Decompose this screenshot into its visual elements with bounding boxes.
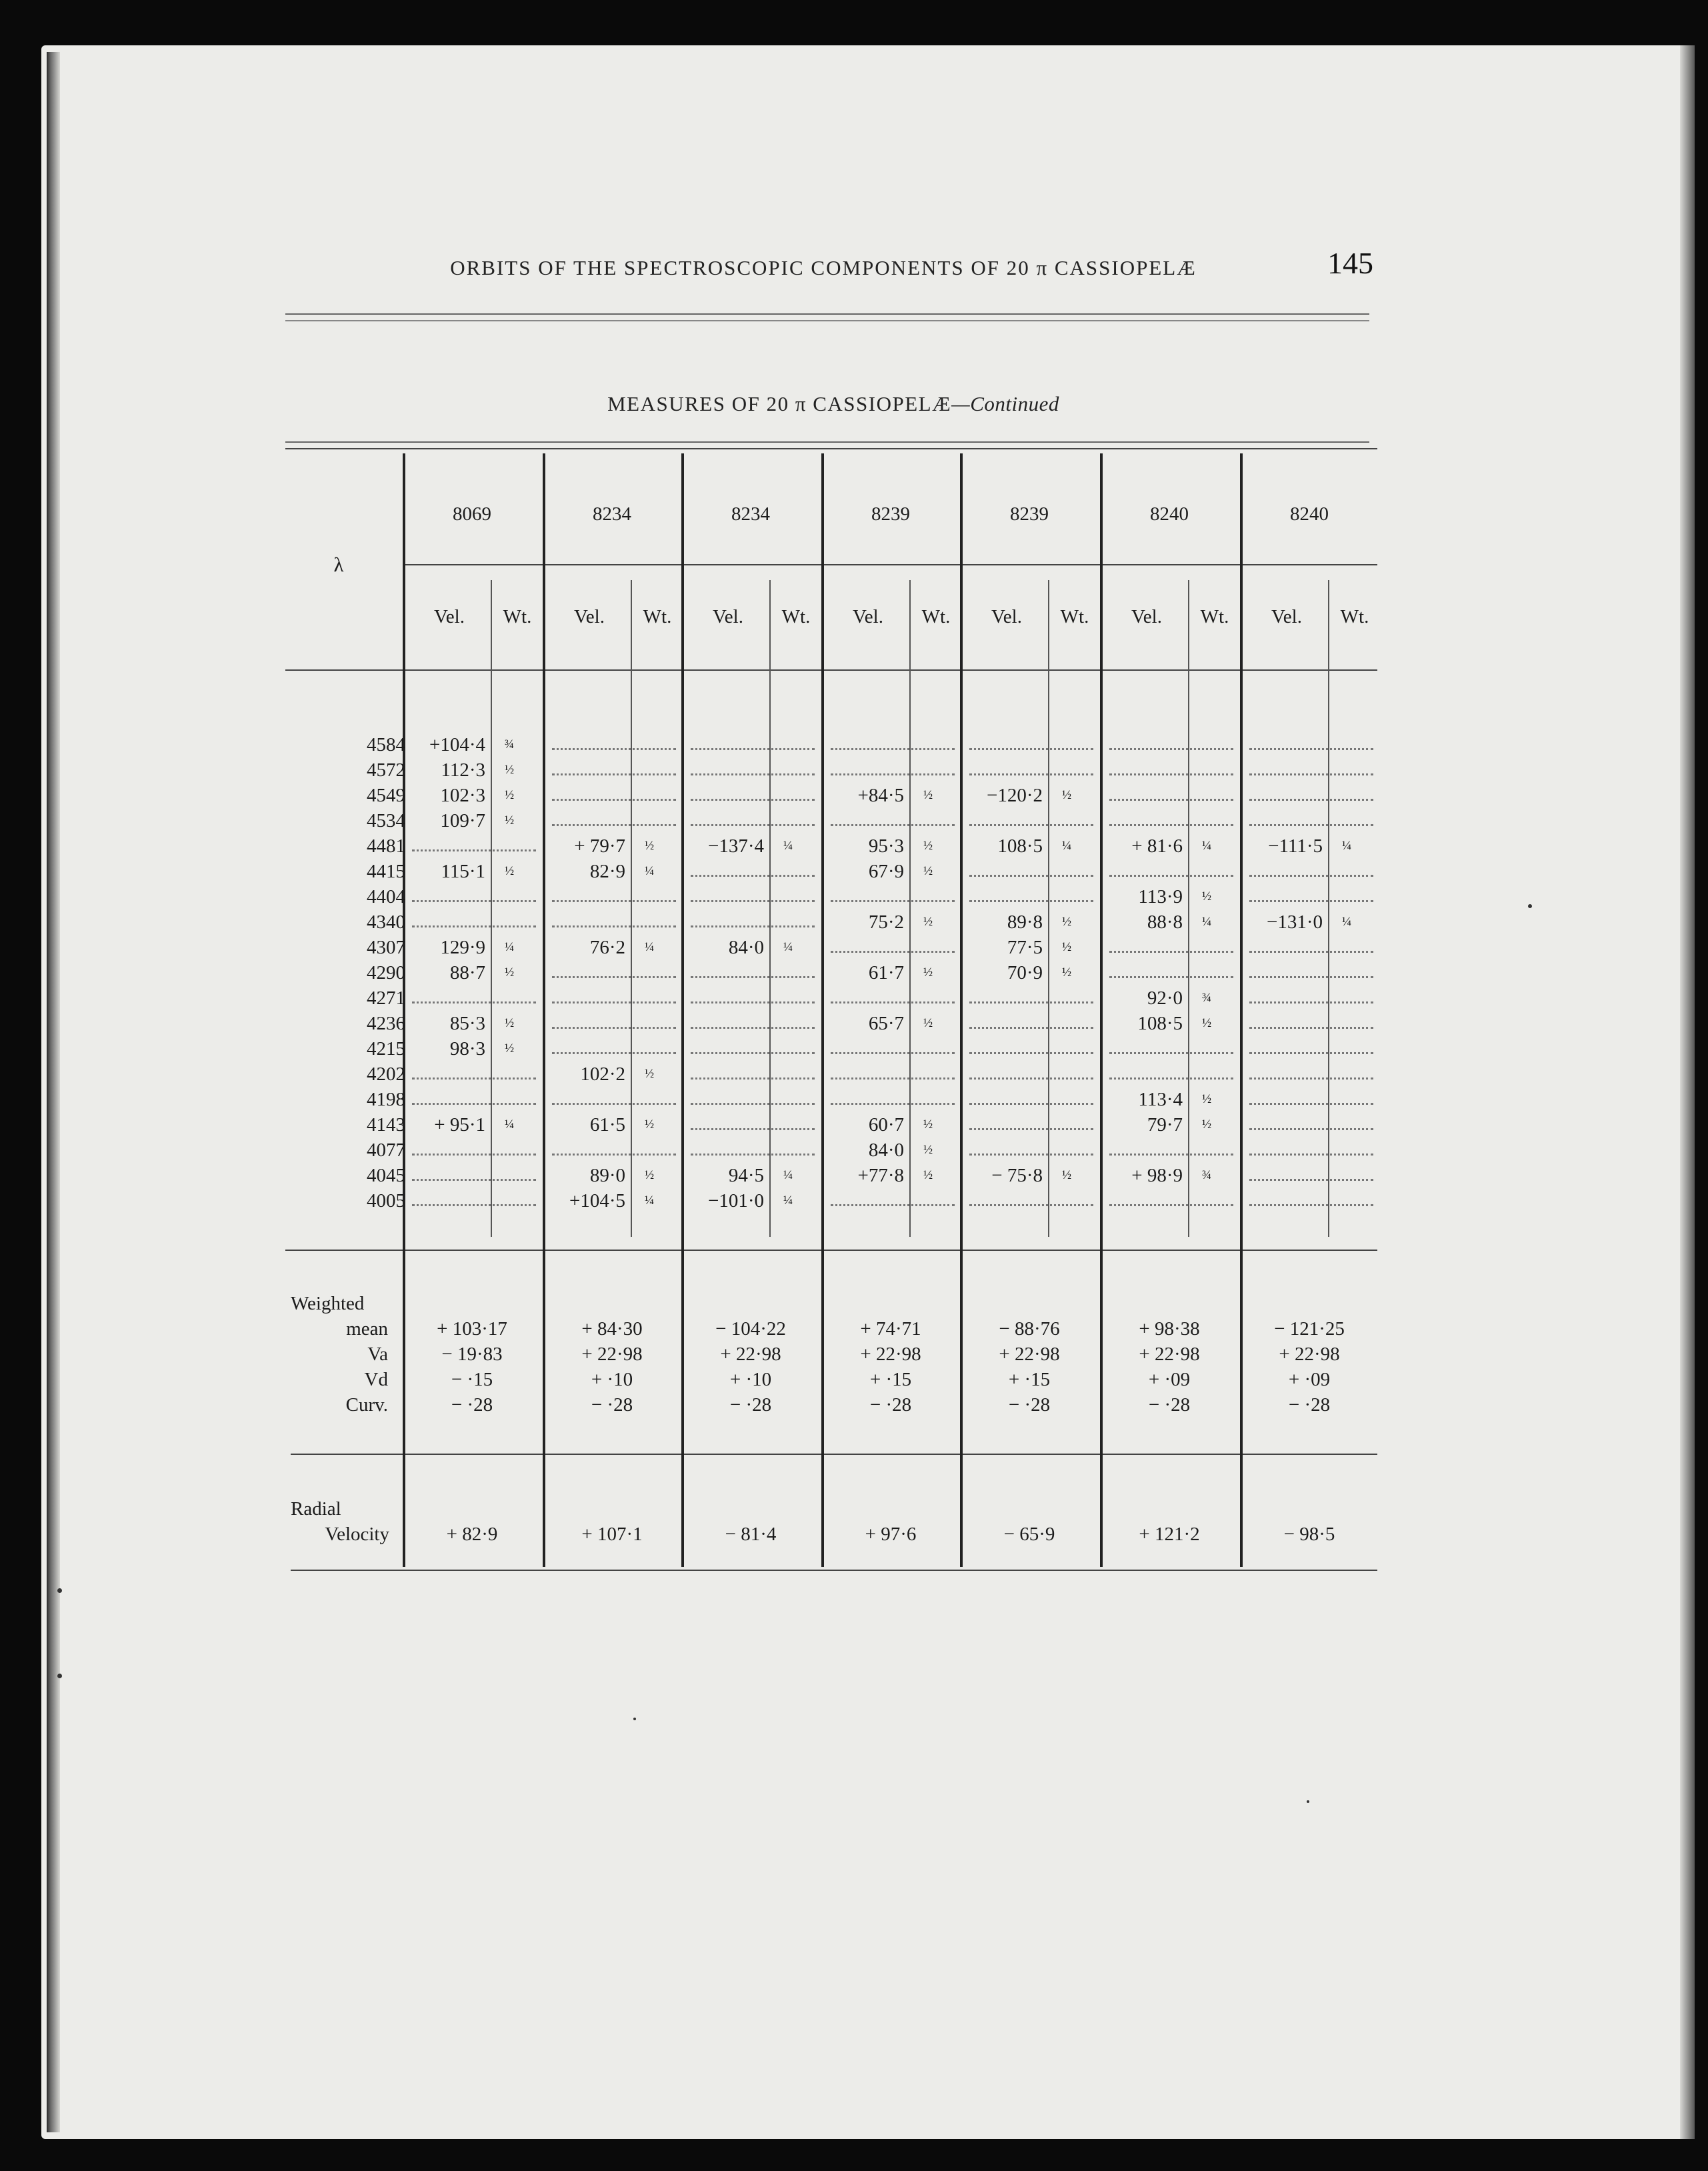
velocity-cell: −120·2 (986, 785, 1043, 806)
wt-column-header: Wt. (643, 606, 672, 627)
page-number: 145 (1327, 246, 1373, 280)
weight-cell: ½ (1061, 940, 1072, 954)
weight-cell: ½ (504, 1016, 515, 1030)
summary-value: + ·15 (1008, 1369, 1051, 1390)
page-speck (633, 1718, 636, 1720)
empty-cell-leader (1249, 976, 1373, 978)
vd-label: Vd (364, 1369, 388, 1390)
empty-cell-leader (831, 1204, 955, 1206)
empty-cell-leader (412, 1204, 536, 1206)
weight-cell: ¼ (644, 1194, 655, 1208)
empty-cell-leader (831, 1001, 955, 1003)
wavelength-cell: 4271 (367, 987, 405, 1009)
summary-value: − ·28 (869, 1394, 912, 1416)
empty-cell-leader (831, 900, 955, 902)
weight-cell: ½ (1061, 1168, 1072, 1182)
weight-cell: ½ (1201, 889, 1212, 903)
summary-value: − ·28 (451, 1394, 493, 1416)
empty-cell-leader (969, 1027, 1093, 1029)
empty-cell-leader (969, 1154, 1093, 1156)
weight-cell: ½ (1061, 915, 1072, 929)
weight-cell: ½ (923, 839, 933, 853)
empty-cell-leader (412, 1001, 536, 1003)
empty-cell-leader (691, 900, 815, 902)
weight-cell: ¼ (783, 940, 793, 954)
weight-cell: ½ (923, 788, 933, 802)
empty-cell-leader (831, 1103, 955, 1105)
velocity-cell: 109·7 (440, 810, 485, 831)
table-caption-text: MEASURES OF 20 π CASSIOPELÆ (607, 392, 952, 415)
vel-column-header: Vel. (713, 606, 743, 627)
velocity-cell: 84·0 (868, 1140, 904, 1161)
summary-value: + 22·98 (581, 1344, 643, 1365)
wavelength-cell: 4202 (367, 1063, 405, 1085)
empty-cell-leader (1249, 773, 1373, 775)
empty-cell-leader (412, 1077, 536, 1079)
wavelength-cell: 4077 (367, 1140, 405, 1161)
radial-velocity-value: + 121·2 (1139, 1524, 1200, 1545)
empty-cell-leader (691, 799, 815, 801)
wt-column-header: Wt. (1200, 606, 1229, 627)
summary-value: + 22·98 (860, 1344, 921, 1365)
empty-cell-leader (1109, 748, 1233, 750)
velocity-cell: −101·0 (707, 1190, 764, 1212)
vel-column-header: Vel. (434, 606, 465, 627)
empty-cell-leader (969, 1103, 1093, 1105)
wavelength-cell: 4005 (367, 1190, 405, 1212)
empty-cell-leader (831, 1077, 955, 1079)
empty-cell-leader (691, 1027, 815, 1029)
empty-cell-leader (1109, 1077, 1233, 1079)
summary-value: + 22·98 (999, 1344, 1060, 1365)
empty-cell-leader (1249, 1204, 1373, 1206)
weight-cell: ½ (923, 1016, 933, 1030)
empty-cell-leader (1109, 799, 1233, 801)
summary-value: − ·15 (451, 1369, 493, 1390)
empty-cell-leader (969, 1077, 1093, 1079)
empty-cell-leader (1249, 1179, 1373, 1181)
wavelength-cell: 4045 (367, 1165, 405, 1186)
velocity-cell: 61·5 (589, 1114, 625, 1136)
velocity-cell: +84·5 (857, 785, 904, 806)
plate-number: 8240 (1150, 503, 1189, 525)
velocity-cell: + 81·6 (1131, 835, 1183, 857)
weight-cell: ¼ (783, 1194, 793, 1208)
summary-value: + ·10 (591, 1369, 633, 1390)
weight-cell: ½ (644, 1168, 655, 1182)
empty-cell-leader (691, 1128, 815, 1130)
velocity-cell: + 95·1 (434, 1114, 485, 1136)
empty-cell-leader (552, 976, 676, 978)
weight-cell: ½ (923, 864, 933, 878)
weight-cell: ¼ (504, 1118, 515, 1132)
wavelength-cell: 4415 (367, 861, 405, 882)
empty-cell-leader (552, 925, 676, 927)
empty-cell-leader (1249, 799, 1373, 801)
empty-cell-leader (1249, 1077, 1373, 1079)
table-bottom-rule (291, 1570, 1377, 1571)
vel-wt-divider-6 (1188, 580, 1189, 1237)
empty-cell-leader (969, 1001, 1093, 1003)
velocity-cell: −131·0 (1266, 911, 1323, 933)
weight-cell: ½ (923, 915, 933, 929)
summary-bottom-rule (291, 1454, 1377, 1455)
table-top-rule (285, 448, 1377, 449)
empty-cell-leader (412, 925, 536, 927)
velocity-cell: 65·7 (868, 1013, 904, 1034)
velocity-cell: 61·7 (868, 962, 904, 983)
weight-cell: ¼ (504, 940, 515, 954)
empty-cell-leader (1109, 951, 1233, 953)
summary-value: + 74·71 (860, 1318, 921, 1340)
radial-velocity-value: − 81·4 (725, 1524, 777, 1545)
empty-cell-leader (691, 1077, 815, 1079)
wavelength-cell: 4584 (367, 734, 405, 755)
vel-wt-divider-2 (631, 580, 632, 1237)
summary-value: − ·28 (729, 1394, 772, 1416)
empty-cell-leader (969, 748, 1093, 750)
empty-cell-leader (552, 1001, 676, 1003)
weight-cell: ½ (644, 839, 655, 853)
column-divider-2 (543, 453, 545, 1567)
table-caption-suffix: —Continued (951, 392, 1059, 415)
velocity-label: Velocity (325, 1524, 389, 1545)
empty-cell-leader (1249, 1027, 1373, 1029)
empty-cell-leader (412, 900, 536, 902)
summary-value: − 19·83 (441, 1344, 503, 1365)
velocity-cell: −111·5 (1268, 835, 1323, 857)
book-page (41, 45, 1693, 2139)
velocity-cell: +77·8 (857, 1165, 904, 1186)
empty-cell-leader (1249, 951, 1373, 953)
empty-cell-leader (831, 951, 955, 953)
empty-cell-leader (831, 748, 955, 750)
empty-cell-leader (691, 1103, 815, 1105)
empty-cell-leader (552, 773, 676, 775)
velocity-cell: 60·7 (868, 1114, 904, 1136)
weight-cell: ½ (504, 813, 515, 827)
weight-cell: ½ (504, 763, 515, 777)
velocity-cell: 113·4 (1138, 1089, 1183, 1110)
vel-column-header: Vel. (853, 606, 883, 627)
wavelength-cell: 4307 (367, 937, 405, 958)
radial-velocity-value: − 98·5 (1283, 1524, 1335, 1545)
weight-cell: ½ (923, 1118, 933, 1132)
velocity-cell: 84·0 (728, 937, 764, 958)
weight-cell: ¼ (1201, 839, 1212, 853)
weight-cell: ½ (1061, 965, 1072, 979)
empty-cell-leader (552, 1103, 676, 1105)
summary-value: + ·09 (1148, 1369, 1191, 1390)
empty-cell-leader (969, 1204, 1093, 1206)
summary-value: + 22·98 (1139, 1344, 1200, 1365)
empty-cell-leader (1249, 1052, 1373, 1054)
plate-number: 8234 (731, 503, 770, 525)
vel-wt-divider-3 (769, 580, 771, 1237)
velocity-cell: 89·0 (589, 1165, 625, 1186)
vel-wt-divider-4 (909, 580, 911, 1237)
empty-cell-leader (552, 748, 676, 750)
empty-cell-leader (412, 1103, 536, 1105)
summary-value: + ·15 (869, 1369, 912, 1390)
summary-value: + 22·98 (720, 1344, 781, 1365)
velocity-cell: 70·9 (1007, 962, 1043, 983)
velocity-cell: 98·3 (449, 1038, 485, 1059)
velocity-cell: 112·3 (441, 759, 485, 781)
page-speck (1307, 1800, 1309, 1803)
empty-cell-leader (412, 1179, 536, 1181)
weight-cell: ¼ (783, 1168, 793, 1182)
empty-cell-leader (1109, 1204, 1233, 1206)
velocity-cell: 82·9 (589, 861, 625, 882)
empty-cell-leader (1249, 1001, 1373, 1003)
velocity-cell: + 79·7 (574, 835, 625, 857)
wavelength-cell: 4549 (367, 785, 405, 806)
velocity-cell: 113·9 (1138, 886, 1183, 907)
velocity-cell: +104·5 (569, 1190, 625, 1212)
plate-number: 8069 (453, 503, 491, 525)
empty-cell-leader (969, 900, 1093, 902)
empty-cell-leader (691, 976, 815, 978)
radial-label: Radial (291, 1498, 341, 1520)
empty-cell-leader (1249, 1128, 1373, 1130)
column-divider-6 (1100, 453, 1103, 1567)
velocity-cell: 108·5 (997, 835, 1043, 857)
empty-cell-leader (552, 1052, 676, 1054)
vel-column-header: Vel. (574, 606, 605, 627)
mean-label: mean (346, 1318, 388, 1340)
column-divider-7 (1240, 453, 1243, 1567)
summary-value: + 84·30 (581, 1318, 643, 1340)
summary-value: − ·28 (1288, 1394, 1331, 1416)
velocity-cell: 85·3 (449, 1013, 485, 1034)
velocity-cell: 88·8 (1147, 911, 1183, 933)
vel-column-header: Vel. (1271, 606, 1302, 627)
empty-cell-leader (552, 799, 676, 801)
empty-cell-leader (552, 900, 676, 902)
subheader-rule (285, 669, 1377, 671)
velocity-cell: + 98·9 (1131, 1165, 1183, 1186)
summary-value: + 98·38 (1139, 1318, 1200, 1340)
empty-cell-leader (412, 1154, 536, 1156)
velocity-cell: 67·9 (868, 861, 904, 882)
wt-column-header: Wt. (503, 606, 532, 627)
empty-cell-leader (1249, 1154, 1373, 1156)
column-divider-4 (821, 453, 824, 1567)
wavelength-cell: 4534 (367, 810, 405, 831)
wt-column-header: Wt. (1060, 606, 1089, 627)
velocity-cell: 88·7 (449, 962, 485, 983)
weight-cell: ¾ (1201, 1168, 1212, 1182)
weight-cell: ½ (923, 1143, 933, 1157)
velocity-cell: −137·4 (707, 835, 764, 857)
radial-velocity-value: + 107·1 (581, 1524, 643, 1545)
empty-cell-leader (552, 1027, 676, 1029)
empty-cell-leader (1249, 875, 1373, 877)
weight-cell: ½ (644, 1118, 655, 1132)
velocity-cell: 79·7 (1147, 1114, 1183, 1136)
velocity-cell: +104·4 (429, 734, 485, 755)
weight-cell: ½ (1201, 1118, 1212, 1132)
summary-value: + 103·17 (437, 1318, 507, 1340)
empty-cell-leader (969, 1052, 1093, 1054)
curvature-label: Curv. (345, 1394, 388, 1416)
page-gutter (47, 52, 60, 2132)
velocity-cell: 92·0 (1147, 987, 1183, 1009)
empty-cell-leader (552, 824, 676, 826)
empty-cell-leader (831, 1052, 955, 1054)
wavelength-cell: 4143 (367, 1114, 405, 1136)
velocity-cell: 129·9 (440, 937, 485, 958)
weight-cell: ¼ (644, 940, 655, 954)
plate-number: 8234 (593, 503, 631, 525)
empty-cell-leader (831, 773, 955, 775)
wavelength-cell: 4340 (367, 911, 405, 933)
plate-number: 8239 (1010, 503, 1049, 525)
radial-velocity-value: − 65·9 (1003, 1524, 1055, 1545)
radial-velocity-value: + 82·9 (446, 1524, 498, 1545)
velocity-cell: − 75·8 (991, 1165, 1043, 1186)
empty-cell-leader (691, 824, 815, 826)
data-bottom-rule (285, 1250, 1377, 1251)
summary-value: + 22·98 (1279, 1344, 1340, 1365)
wavelength-cell: 4198 (367, 1089, 405, 1110)
empty-cell-leader (969, 824, 1093, 826)
empty-cell-leader (969, 875, 1093, 877)
empty-cell-leader (1249, 748, 1373, 750)
summary-value: + ·09 (1288, 1369, 1331, 1390)
velocity-cell: 75·2 (868, 911, 904, 933)
weight-cell: ¼ (1201, 915, 1212, 929)
summary-value: − 121·25 (1274, 1318, 1345, 1340)
empty-cell-leader (1249, 1103, 1373, 1105)
empty-cell-leader (1249, 900, 1373, 902)
empty-cell-leader (1109, 824, 1233, 826)
wt-column-header: Wt. (781, 606, 811, 627)
summary-value: − ·28 (1148, 1394, 1191, 1416)
velocity-cell: 94·5 (728, 1165, 764, 1186)
page-speck (57, 1674, 62, 1678)
running-head: ORBITS OF THE SPECTROSCOPIC COMPONENTS OF 20 π CASSIOPELÆ (450, 256, 1197, 279)
empty-cell-leader (691, 1052, 815, 1054)
radial-velocity-value: + 97·6 (865, 1524, 917, 1545)
velocity-cell: 102·2 (580, 1063, 625, 1085)
plate-number: 8240 (1290, 503, 1329, 525)
page-speck (57, 1588, 62, 1593)
empty-cell-leader (969, 1128, 1093, 1130)
empty-cell-leader (552, 1154, 676, 1156)
summary-value: − 88·76 (999, 1318, 1060, 1340)
page-edge-shadow (1680, 45, 1695, 2139)
weight-cell: ½ (504, 1041, 515, 1055)
header-rule (285, 313, 1369, 321)
velocity-cell: 76·2 (589, 937, 625, 958)
weight-cell: ¼ (1061, 839, 1072, 853)
empty-cell-leader (1109, 976, 1233, 978)
empty-cell-leader (691, 925, 815, 927)
plate-header-rule (403, 564, 1377, 565)
weight-cell: ¾ (504, 737, 515, 751)
velocity-cell: 115·1 (441, 861, 485, 882)
weight-cell: ¼ (783, 839, 793, 853)
wavelength-cell: 4290 (367, 962, 405, 983)
weight-cell: ½ (1201, 1092, 1212, 1106)
column-divider-3 (681, 453, 684, 1567)
summary-value: − 104·22 (715, 1318, 786, 1340)
weight-cell: ½ (504, 788, 515, 802)
vel-column-header: Vel. (991, 606, 1022, 627)
weight-cell: ½ (504, 864, 515, 878)
table-caption (467, 392, 1200, 416)
empty-cell-leader (691, 773, 815, 775)
summary-value: − ·28 (591, 1394, 633, 1416)
empty-cell-leader (691, 748, 815, 750)
wavelength-cell: 4481 (367, 835, 405, 857)
empty-cell-leader (412, 849, 536, 851)
weight-cell: ½ (923, 1168, 933, 1182)
empty-cell-leader (1249, 824, 1373, 826)
velocity-cell: 95·3 (868, 835, 904, 857)
weight-cell: ½ (923, 965, 933, 979)
va-label: Va (367, 1344, 388, 1365)
wt-column-header: Wt. (1340, 606, 1369, 627)
empty-cell-leader (1109, 1154, 1233, 1156)
velocity-cell: 77·5 (1007, 937, 1043, 958)
empty-cell-leader (1109, 773, 1233, 775)
weight-cell: ½ (504, 965, 515, 979)
vel-wt-divider-5 (1048, 580, 1049, 1237)
velocity-cell: 108·5 (1137, 1013, 1183, 1034)
velocity-cell: 89·8 (1007, 911, 1043, 933)
weighted-label: Weighted (291, 1293, 365, 1314)
weight-cell: ½ (644, 1067, 655, 1081)
weight-cell: ½ (1061, 788, 1072, 802)
empty-cell-leader (1109, 1052, 1233, 1054)
vel-column-header: Vel. (1131, 606, 1162, 627)
empty-cell-leader (831, 824, 955, 826)
wavelength-cell: 4215 (367, 1038, 405, 1059)
vel-wt-divider-7 (1328, 580, 1329, 1237)
weight-cell: ¼ (644, 864, 655, 878)
empty-cell-leader (691, 1154, 815, 1156)
summary-value: + ·10 (729, 1369, 772, 1390)
weight-cell: ½ (1201, 1016, 1212, 1030)
weight-cell: ¼ (1341, 915, 1352, 929)
lambda-header: λ (333, 553, 344, 576)
weight-cell: ¾ (1201, 991, 1212, 1005)
summary-value: − ·28 (1008, 1394, 1051, 1416)
page-speck (1528, 904, 1532, 908)
wavelength-cell: 4572 (367, 759, 405, 781)
wavelength-cell: 4404 (367, 886, 405, 907)
empty-cell-leader (969, 773, 1093, 775)
wt-column-header: Wt. (921, 606, 951, 627)
wavelength-cell: 4236 (367, 1013, 405, 1034)
empty-cell-leader (1109, 875, 1233, 877)
plate-number: 8239 (871, 503, 910, 525)
column-divider-5 (960, 453, 963, 1567)
weight-cell: ¼ (1341, 839, 1352, 853)
velocity-cell: 102·3 (440, 785, 485, 806)
vel-wt-divider-1 (491, 580, 492, 1237)
empty-cell-leader (691, 875, 815, 877)
empty-cell-leader (691, 1001, 815, 1003)
